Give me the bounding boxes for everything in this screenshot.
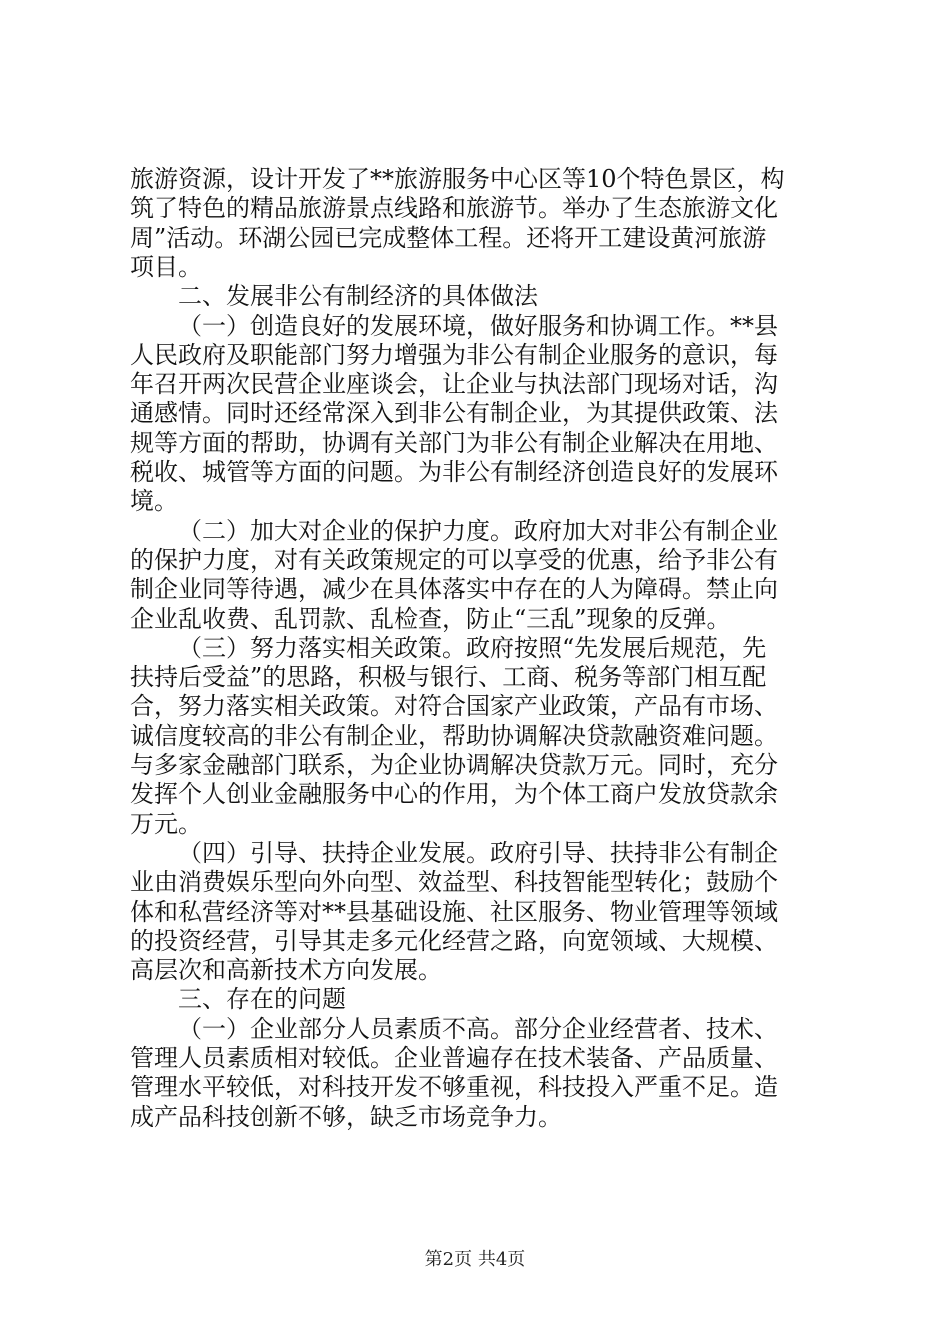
paragraph-line: （一）创造良好的发展环境，做好服务和协调工作。**县 [178, 312, 778, 340]
paragraph-line: 的投资经营，引导其走多元化经营之路，向宽领域、大规模、 [130, 927, 778, 955]
paragraph-line: 合，努力落实相关政策。对符合国家产业政策，产品有市场、 [130, 692, 778, 720]
paragraph-line: 扶持后受益”的思路，积极与银行、工商、税务等部门相互配 [130, 663, 767, 691]
paragraph-line: 境。 [130, 487, 178, 515]
paragraph-line: （三）努力落实相关政策。政府按照“先发展后规范，先 [178, 634, 767, 662]
paragraph-line: 管理人员素质相对较低。企业普遍存在技术装备、产品质量、 [130, 1044, 778, 1072]
paragraph-line: 项目。 [130, 253, 202, 281]
paragraph-line: 万元。 [130, 810, 202, 838]
paragraph-line: （四）引导、扶持企业发展。政府引导、扶持非公有制企 [178, 839, 778, 867]
paragraph-line: 规等方面的帮助，协调有关部门为非公有制企业解决在用地、 [130, 429, 778, 457]
paragraph-line: 周”活动。环湖公园已完成整体工程。还将开工建设黄河旅游 [130, 224, 767, 252]
paragraph-line: 通感情。同时还经常深入到非公有制企业，为其提供政策、法 [130, 399, 778, 427]
paragraph-line: 业由消费娱乐型向外向型、效益型、科技智能型转化；鼓励个 [130, 868, 778, 896]
paragraph-line: 管理水平较低，对科技开发不够重视，科技投入严重不足。造 [130, 1073, 778, 1101]
section-heading: 三、存在的问题 [178, 985, 346, 1013]
paragraph-line: 成产品科技创新不够，缺乏市场竞争力。 [130, 1103, 562, 1131]
paragraph-line: 的保护力度，对有关政策规定的可以享受的优惠，给予非公有 [130, 546, 778, 574]
section-heading: 二、发展非公有制经济的具体做法 [178, 282, 538, 310]
paragraph-line: 与多家金融部门联系，为企业协调解决贷款万元。同时，充分 [130, 751, 778, 779]
paragraph-line: 人民政府及职能部门努力增强为非公有制企业服务的意识，每 [130, 341, 778, 369]
paragraph-line: 制企业同等待遇，减少在具体落实中存在的人为障碍。禁止向 [130, 575, 778, 603]
paragraph-line: 筑了特色的精品旅游景点线路和旅游节。举办了生态旅游文化 [130, 194, 778, 222]
paragraph-line: （二）加大对企业的保护力度。政府加大对非公有制企业 [178, 517, 778, 545]
paragraph-line: 旅游资源，设计开发了**旅游服务中心区等10个特色景区，构 [130, 165, 785, 193]
page-number-footer: 第2页 共4页 [424, 1249, 526, 1270]
paragraph-line: 诚信度较高的非公有制企业，帮助协调解决贷款融资难问题。 [130, 722, 778, 750]
paragraph-line: 体和私营经济等对**县基础设施、社区服务、物业管理等领域 [130, 898, 778, 926]
paragraph-line: 企业乱收费、乱罚款、乱检查，防止“三乱”现象的反弹。 [130, 605, 731, 633]
paragraph-line: 发挥个人创业金融服务中心的作用，为个体工商户发放贷款余 [130, 780, 778, 808]
paragraph-line: 税收、城管等方面的问题。为非公有制经济创造良好的发展环 [130, 458, 778, 486]
paragraph-line: （一）企业部分人员素质不高。部分企业经营者、技术、 [178, 1015, 778, 1043]
paragraph-line: 年召开两次民营企业座谈会，让企业与执法部门现场对话，沟 [130, 370, 778, 398]
paragraph-line: 高层次和高新技术方向发展。 [130, 956, 442, 984]
